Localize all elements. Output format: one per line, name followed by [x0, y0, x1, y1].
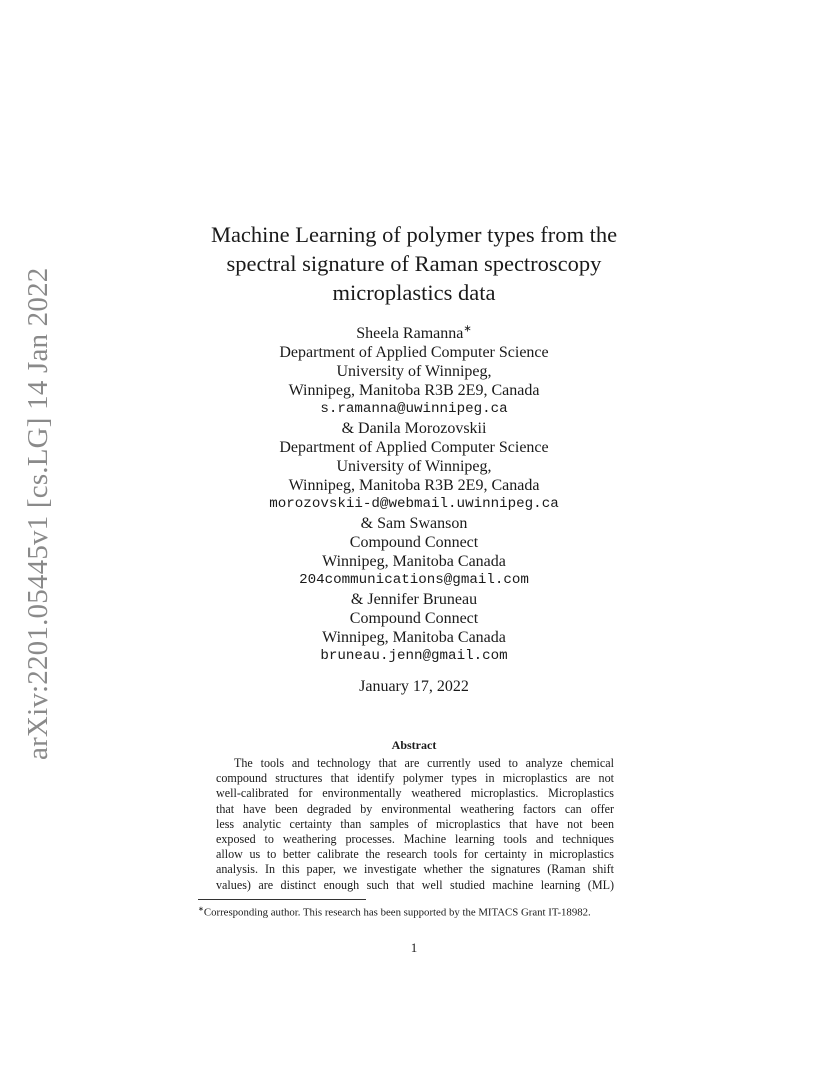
- author-name: Sheela Ramanna: [356, 325, 464, 342]
- abstract-line: allow us to better calibrate the research tools for certainty in microplastics: [216, 847, 614, 862]
- abstract-line: exposed to weathering processes. Machine learning tools and techniques: [216, 832, 614, 847]
- author-affiliation: University of Winnipeg,: [336, 363, 492, 380]
- paper-title: [0, 220, 828, 307]
- footnote-text: Corresponding author. This research has been supported by the MITACS Grant IT-18982.: [203, 906, 591, 919]
- author-morozovskii: & Danila Morozovskii: [341, 420, 487, 437]
- corresponding-author-mark: ∗: [463, 323, 472, 335]
- abstract-line: The tools and technology that are currently used to analyze chemical: [234, 756, 614, 770]
- author-swanson: & Sam Swanson: [360, 515, 468, 532]
- page-number: 1: [410, 940, 418, 955]
- author-affiliation: Compound Connect: [349, 610, 479, 627]
- abstract-line: that have been degraded by environmental weathering factors can offer: [216, 801, 614, 816]
- abstract-line: well-calibrated for environmentally weathered microplastics. Microplastics: [216, 786, 614, 801]
- author-affiliation: Department of Applied Computer Science: [279, 439, 549, 456]
- author-affiliation: Compound Connect: [349, 534, 479, 551]
- author-address: Winnipeg, Manitoba Canada: [322, 629, 506, 646]
- author-email: bruneau.jenn@gmail.com: [320, 648, 508, 664]
- title-line: Machine Learning of polymer types from the: [210, 222, 618, 247]
- footnote-mark: ∗: [198, 905, 204, 913]
- abstract-line: values) are distinct enough such that well studied machine learning (ML): [216, 877, 614, 892]
- title-line: spectral signature of Raman spectroscopy: [226, 251, 602, 276]
- arxiv-identifier-stamp: arXiv:2201.05445v1 [cs.LG] 14 Jan 2022: [22, 267, 54, 760]
- abstract-body: [216, 756, 614, 893]
- author-email: morozovskii-d@webmail.uwinnipeg.ca: [269, 496, 559, 512]
- author-address: Winnipeg, Manitoba Canada: [322, 553, 506, 570]
- author-ramanna: [0, 324, 828, 343]
- author-affiliation: University of Winnipeg,: [336, 458, 492, 475]
- abstract-line: compound structures that identify polymer types in microplastics are not: [216, 771, 614, 786]
- title-line: microplastics data: [332, 280, 496, 305]
- footnote-divider: [198, 899, 366, 900]
- abstract-heading: Abstract: [391, 738, 437, 752]
- abstract-line: analysis. In this paper, we investigate whether the signatures (Raman shift: [216, 862, 614, 877]
- publication-date: January 17, 2022: [359, 678, 469, 695]
- footnote: [198, 903, 638, 920]
- author-email: 204communications@gmail.com: [299, 572, 529, 588]
- author-address: Winnipeg, Manitoba R3B 2E9, Canada: [288, 382, 540, 399]
- author-affiliation: Department of Applied Computer Science: [279, 344, 549, 361]
- author-address: Winnipeg, Manitoba R3B 2E9, Canada: [288, 477, 540, 494]
- author-block: [0, 324, 828, 666]
- author-bruneau: & Jennifer Bruneau: [350, 591, 478, 608]
- abstract-line: less analytic certainty than samples of microplastics that have not been: [216, 816, 614, 831]
- author-email: s.ramanna@uwinnipeg.ca: [320, 401, 508, 417]
